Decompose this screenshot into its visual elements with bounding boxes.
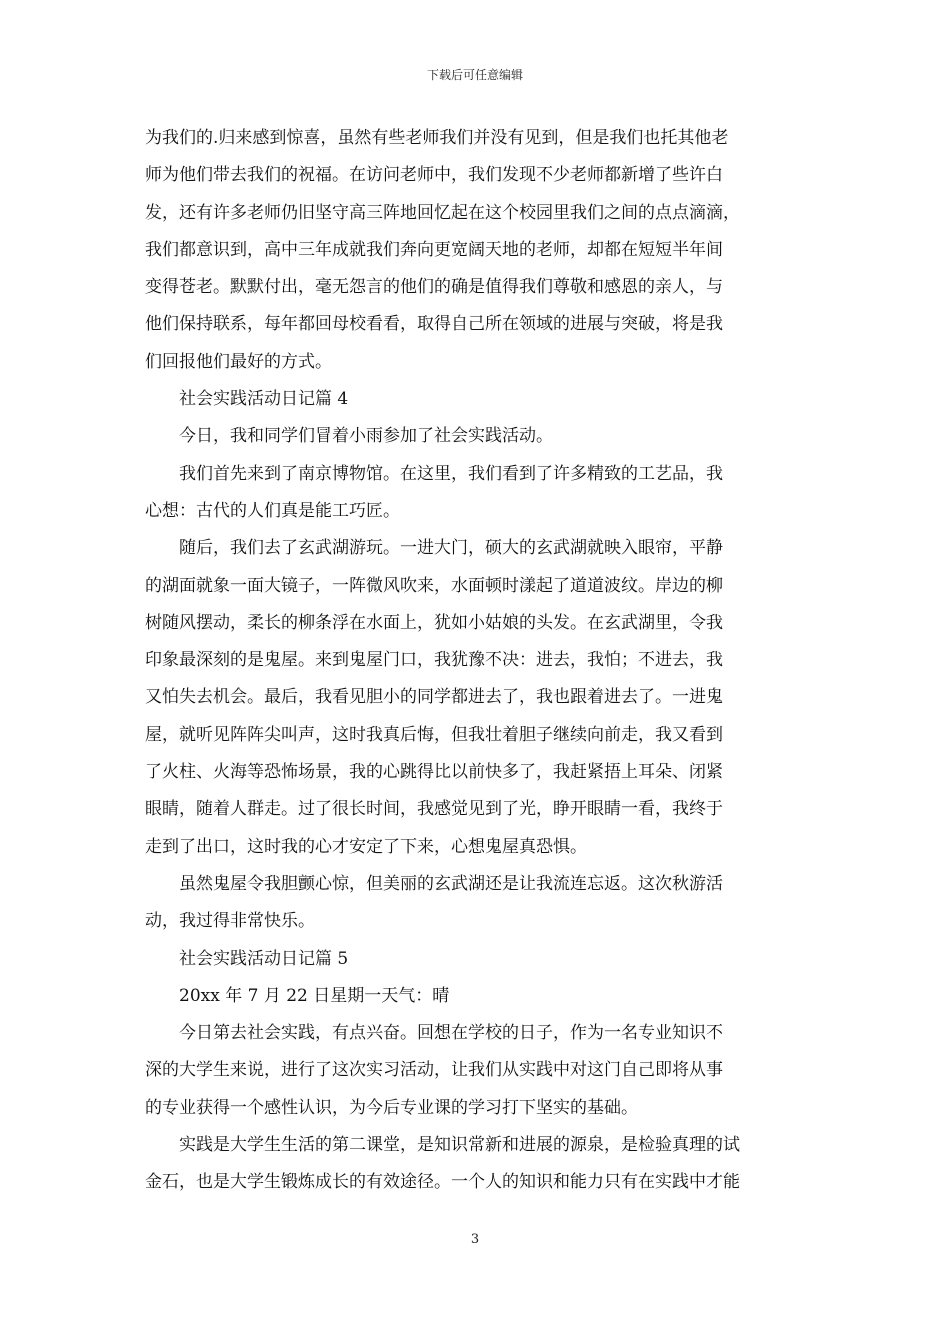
body-line: 虽然鬼屋令我胆颤心惊，但美丽的玄武湖还是让我流连忘返。这次秋游活 bbox=[179, 873, 723, 894]
body-line: 金石，也是大学生锻炼成长的有效途径。一个人的知识和能力只有在实践中才能 bbox=[145, 1172, 740, 1193]
body-line: 师为他们带去我们的祝福。在访问老师中，我们发现不少老师都新增了些许白 bbox=[145, 165, 723, 186]
section-heading: 社会实践活动日记篇 4 bbox=[179, 389, 349, 410]
body-line: 我们都意识到，高中三年成就我们奔向更宽阔天地的老师，却都在短短半年间 bbox=[145, 239, 723, 260]
body-line: 眼睛，随着人群走。过了很长时间，我感觉见到了光，睁开眼睛一看，我终于 bbox=[145, 799, 723, 820]
document-body bbox=[145, 120, 805, 1202]
body-line: 心想：古代的人们真是能工巧匠。 bbox=[145, 500, 400, 521]
page-number: 3 bbox=[470, 1232, 480, 1247]
body-line: 我们首先来到了南京博物馆。在这里，我们看到了许多精致的工艺品，我 bbox=[179, 463, 723, 484]
section-heading: 社会实践活动日记篇 5 bbox=[179, 948, 349, 969]
body-line: 的湖面就象一面大镜子，一阵微风吹来，水面顿时漾起了道道波纹。岸边的柳 bbox=[145, 575, 723, 596]
body-line: 发，还有许多老师仍旧坚守高三阵地回忆起在这个校园里我们之间的点点滴滴， bbox=[145, 202, 740, 223]
diary-date-line: 20xx 年 7 月 22 日星期一天气：晴 bbox=[179, 985, 450, 1006]
body-line: 为我们的.归来感到惊喜，虽然有些老师我们并没有见到，但是我们也托其他老 bbox=[145, 128, 729, 148]
body-line: 又怕失去机会。最后，我看见胆小的同学都进去了，我也跟着进去了。一进鬼 bbox=[145, 687, 723, 708]
body-line: 了火柱、火海等恐怖场景，我的心跳得比以前快多了，我赶紧捂上耳朵、闭紧 bbox=[145, 762, 723, 783]
body-line: 走到了出口，这时我的心才安定了下来，心想鬼屋真恐惧。 bbox=[145, 836, 587, 857]
body-line: 屋，就听见阵阵尖叫声，这时我真后悔，但我壮着胆子继续向前走，我又看到 bbox=[145, 724, 723, 745]
body-line: 变得苍老。默默付出，毫无怨言的他们的确是值得我们尊敬和感恩的亲人，与 bbox=[145, 277, 723, 298]
body-line: 树随风摆动，柔长的柳条浮在水面上，犹如小姑娘的头发。在玄武湖里，令我 bbox=[145, 612, 723, 633]
page-header: 下载后可任意编辑 bbox=[426, 68, 523, 82]
body-line: 随后，我们去了玄武湖游玩。一进大门，硕大的玄武湖就映入眼帘，平静 bbox=[179, 538, 723, 559]
body-line: 他们保持联系，每年都回母校看看，取得自己所在领域的进展与突破，将是我 bbox=[145, 314, 723, 335]
body-line: 实践是大学生生活的第二课堂，是知识常新和进展的源泉，是检验真理的试 bbox=[179, 1135, 740, 1156]
body-line: 深的大学生来说，进行了这次实习活动，让我们从实践中对这门自己即将从事 bbox=[145, 1060, 723, 1081]
body-line: 印象最深刻的是鬼屋。来到鬼屋门口，我犹豫不决：进去，我怕；不进去，我 bbox=[145, 650, 723, 671]
body-line: 今日第去社会实践，有点兴奋。回想在学校的日子，作为一名专业知识不 bbox=[179, 1023, 723, 1044]
body-line: 们回报他们最好的方式。 bbox=[145, 351, 332, 372]
body-line: 的专业获得一个感性认识，为今后专业课的学习打下坚实的基础。 bbox=[145, 1097, 638, 1118]
body-line: 动，我过得非常快乐。 bbox=[145, 911, 315, 932]
body-line: 今日，我和同学们冒着小雨参加了社会实践活动。 bbox=[179, 426, 553, 447]
